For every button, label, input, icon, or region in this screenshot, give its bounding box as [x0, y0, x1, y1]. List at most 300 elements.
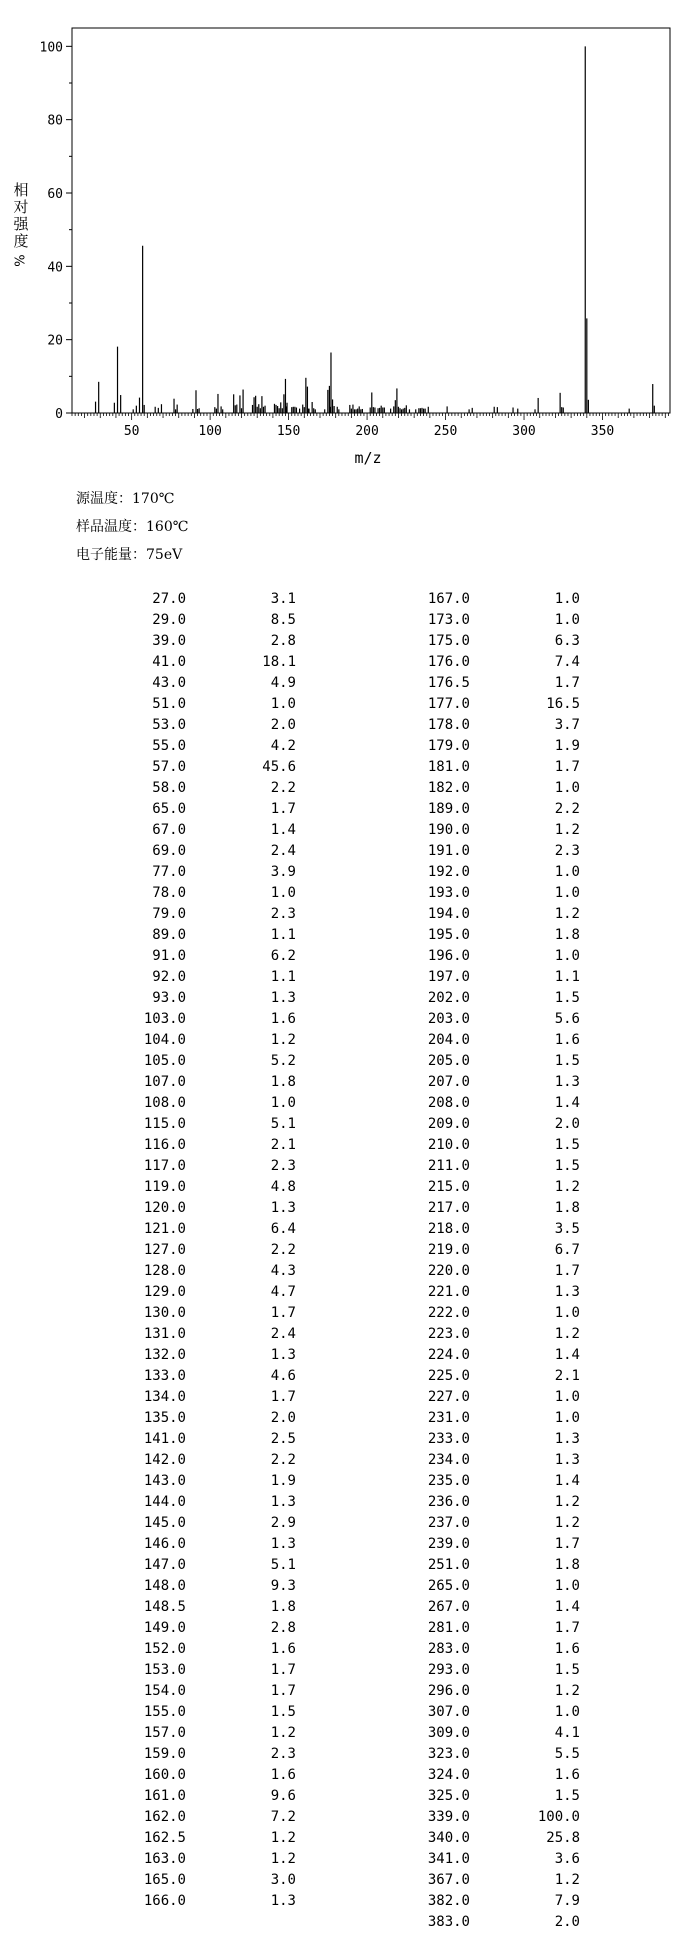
- intensity-value: 1.5: [554, 1158, 580, 1174]
- mz-value: 148.5: [143, 1599, 186, 1615]
- table-row: [360, 778, 580, 799]
- y-tick-label: 100: [39, 40, 63, 56]
- intensity-value: 2.8: [270, 633, 296, 649]
- table-row: [76, 757, 296, 778]
- intensity-value: 2.1: [554, 1368, 580, 1384]
- intensity-value: 1.0: [554, 780, 580, 796]
- mz-value: 208.0: [427, 1095, 470, 1111]
- mz-value: 161.0: [143, 1788, 186, 1804]
- table-row: [76, 1261, 296, 1282]
- intensity-value: 2.2: [270, 1452, 296, 1468]
- table-row: [76, 967, 296, 988]
- intensity-value: 1.0: [554, 864, 580, 880]
- mz-value: 152.0: [143, 1641, 186, 1657]
- table-row: [76, 1366, 296, 1387]
- table-row: [76, 715, 296, 736]
- mz-value: 341.0: [427, 1851, 470, 1867]
- intensity-value: 4.9: [270, 675, 296, 691]
- mz-value: 307.0: [427, 1704, 470, 1720]
- mz-value: 146.0: [143, 1536, 186, 1552]
- intensity-value: 1.3: [270, 1536, 296, 1552]
- mz-value: 141.0: [143, 1431, 186, 1447]
- table-row: [360, 841, 580, 862]
- table-row: [360, 1849, 580, 1870]
- table-row: [360, 820, 580, 841]
- mz-value: 130.0: [143, 1305, 186, 1321]
- table-row: [360, 1492, 580, 1513]
- table-row: [76, 1723, 296, 1744]
- table-row: [360, 1219, 580, 1240]
- mz-value: 149.0: [143, 1620, 186, 1636]
- intensity-value: 2.8: [270, 1620, 296, 1636]
- intensity-value: 3.1: [270, 591, 296, 607]
- table-row: [76, 694, 296, 715]
- intensity-value: 1.5: [554, 1053, 580, 1069]
- intensity-value: 5.2: [270, 1053, 296, 1069]
- table-row: [360, 1030, 580, 1051]
- mz-value: 27.0: [152, 591, 186, 607]
- table-row: [76, 1828, 296, 1849]
- intensity-value: 1.3: [270, 1893, 296, 1909]
- intensity-value: 3.9: [270, 864, 296, 880]
- mz-value: 227.0: [427, 1389, 470, 1405]
- intensity-value: 1.7: [270, 1389, 296, 1405]
- table-row: [360, 862, 580, 883]
- table-row: [360, 1009, 580, 1030]
- table-row: [360, 1471, 580, 1492]
- table-row: [76, 1702, 296, 1723]
- mz-value: 210.0: [427, 1137, 470, 1153]
- intensity-value: 1.7: [554, 675, 580, 691]
- table-row: [360, 1765, 580, 1786]
- table-row: [360, 1387, 580, 1408]
- intensity-value: 3.7: [554, 717, 580, 733]
- mz-value: 155.0: [143, 1704, 186, 1720]
- table-row: [360, 1807, 580, 1828]
- mz-value: 134.0: [143, 1389, 186, 1405]
- table-row: [360, 1303, 580, 1324]
- table-row: [360, 673, 580, 694]
- mz-value: 211.0: [427, 1158, 470, 1174]
- y-axis-label-char: 强: [13, 215, 29, 233]
- table-row: [360, 1702, 580, 1723]
- table-row: [76, 1639, 296, 1660]
- mz-value: 203.0: [427, 1011, 470, 1027]
- table-row: [360, 904, 580, 925]
- mz-value: 78.0: [152, 885, 186, 901]
- table-row: [360, 1597, 580, 1618]
- intensity-value: 1.0: [554, 591, 580, 607]
- table-row: [360, 1177, 580, 1198]
- mz-value: 293.0: [427, 1662, 470, 1678]
- y-tick-label: 80: [47, 113, 63, 129]
- mz-value: 69.0: [152, 843, 186, 859]
- intensity-value: 1.3: [270, 1494, 296, 1510]
- mz-value: 202.0: [427, 990, 470, 1006]
- mz-value: 39.0: [152, 633, 186, 649]
- table-row: [360, 715, 580, 736]
- intensity-value: 1.0: [554, 948, 580, 964]
- x-tick-label: 100: [198, 424, 222, 439]
- table-row: [76, 1324, 296, 1345]
- table-row: [360, 589, 580, 610]
- table-row: [76, 1471, 296, 1492]
- mz-value: 215.0: [427, 1179, 470, 1195]
- intensity-value: 1.8: [554, 1557, 580, 1573]
- intensity-value: 1.0: [554, 1578, 580, 1594]
- intensity-value: 4.3: [270, 1263, 296, 1279]
- mz-value: 89.0: [152, 927, 186, 943]
- table-row: [76, 883, 296, 904]
- table-row: [360, 1576, 580, 1597]
- mz-value: 235.0: [427, 1473, 470, 1489]
- intensity-value: 1.7: [270, 1305, 296, 1321]
- mz-value: 173.0: [427, 612, 470, 628]
- intensity-value: 1.5: [554, 990, 580, 1006]
- intensity-value: 1.2: [554, 1683, 580, 1699]
- intensity-value: 1.7: [554, 1536, 580, 1552]
- plot-frame: [72, 28, 670, 413]
- y-axis-label-char: 对: [13, 198, 29, 216]
- mz-value: 105.0: [143, 1053, 186, 1069]
- table-row: [360, 1051, 580, 1072]
- table-row: [360, 757, 580, 778]
- y-tick-label: 20: [47, 333, 63, 349]
- intensity-value: 1.2: [270, 1830, 296, 1846]
- intensity-value: 1.2: [554, 1872, 580, 1888]
- intensity-value: 1.0: [554, 1410, 580, 1426]
- mz-value: 145.0: [143, 1515, 186, 1531]
- mz-value: 382.0: [427, 1893, 470, 1909]
- table-row: [360, 1240, 580, 1261]
- intensity-value: 1.6: [554, 1641, 580, 1657]
- table-row: [360, 1261, 580, 1282]
- mz-value: 367.0: [427, 1872, 470, 1888]
- y-axis-label-char: 度: [13, 232, 29, 250]
- table-row: [76, 1009, 296, 1030]
- intensity-value: 4.7: [270, 1284, 296, 1300]
- mz-value: 51.0: [152, 696, 186, 712]
- mz-value: 162.5: [143, 1830, 186, 1846]
- table-row: [360, 1198, 580, 1219]
- mz-value: 104.0: [143, 1032, 186, 1048]
- intensity-value: 2.0: [270, 717, 296, 733]
- intensity-value: 4.1: [554, 1725, 580, 1741]
- intensity-value: 1.5: [554, 1662, 580, 1678]
- intensity-value: 1.2: [270, 1851, 296, 1867]
- mz-value: 325.0: [427, 1788, 470, 1804]
- mz-value: 120.0: [143, 1200, 186, 1216]
- intensity-value: 1.2: [270, 1725, 296, 1741]
- table-row: [76, 1135, 296, 1156]
- table-row: [76, 1114, 296, 1135]
- table-row: [360, 1828, 580, 1849]
- intensity-value: 1.3: [554, 1074, 580, 1090]
- table-row: [76, 799, 296, 820]
- intensity-value: 5.6: [554, 1011, 580, 1027]
- mz-value: 189.0: [427, 801, 470, 817]
- table-row: [76, 1744, 296, 1765]
- table-row: [76, 1345, 296, 1366]
- table-row: [76, 589, 296, 610]
- mz-value: 224.0: [427, 1347, 470, 1363]
- intensity-value: 2.3: [270, 906, 296, 922]
- intensity-value: 7.4: [554, 654, 580, 670]
- table-row: [360, 1870, 580, 1891]
- intensity-value: 1.3: [554, 1284, 580, 1300]
- intensity-value: 1.8: [270, 1599, 296, 1615]
- intensity-value: 2.0: [554, 1914, 580, 1930]
- intensity-value: 2.3: [270, 1158, 296, 1174]
- mz-value: 167.0: [427, 591, 470, 607]
- x-axis-label: m/z: [354, 449, 382, 467]
- intensity-value: 1.2: [554, 1179, 580, 1195]
- intensity-value: 2.2: [270, 780, 296, 796]
- mz-value: 143.0: [143, 1473, 186, 1489]
- table-row: [76, 925, 296, 946]
- table-row: [76, 1030, 296, 1051]
- mz-value: 383.0: [427, 1914, 470, 1930]
- table-row: [360, 1618, 580, 1639]
- table-row: [76, 631, 296, 652]
- mz-value: 309.0: [427, 1725, 470, 1741]
- y-axis-label-char: 相: [13, 181, 29, 199]
- intensity-value: 1.7: [554, 759, 580, 775]
- table-row: [76, 652, 296, 673]
- intensity-value: 1.2: [554, 1326, 580, 1342]
- mz-value: 182.0: [427, 780, 470, 796]
- table-row: [76, 1408, 296, 1429]
- mz-value: 132.0: [143, 1347, 186, 1363]
- intensity-value: 1.3: [554, 1452, 580, 1468]
- intensity-value: 1.6: [270, 1641, 296, 1657]
- x-tick-label: 200: [355, 424, 379, 439]
- intensity-value: 8.5: [270, 612, 296, 628]
- intensity-value: 5.1: [270, 1116, 296, 1132]
- mz-value: 223.0: [427, 1326, 470, 1342]
- table-row: [76, 1513, 296, 1534]
- mz-value: 107.0: [143, 1074, 186, 1090]
- spectrum-bars: [96, 46, 655, 413]
- intensity-value: 5.5: [554, 1746, 580, 1762]
- intensity-value: 1.3: [270, 1200, 296, 1216]
- intensity-value: 3.0: [270, 1872, 296, 1888]
- mz-value: 177.0: [427, 696, 470, 712]
- intensity-value: 100.0: [537, 1809, 580, 1825]
- mz-value: 92.0: [152, 969, 186, 985]
- mz-value: 191.0: [427, 843, 470, 859]
- mz-value: 108.0: [143, 1095, 186, 1111]
- table-row: [360, 1534, 580, 1555]
- mz-value: 251.0: [427, 1557, 470, 1573]
- intensity-value: 1.2: [554, 1494, 580, 1510]
- x-tick-label: 250: [433, 424, 458, 439]
- mz-value: 236.0: [427, 1494, 470, 1510]
- table-row: [360, 610, 580, 631]
- table-row: [360, 631, 580, 652]
- table-row: [76, 673, 296, 694]
- x-tick-label: 300: [512, 424, 536, 439]
- mz-value: 115.0: [143, 1116, 186, 1132]
- table-row: [76, 946, 296, 967]
- electron-energy: 电子能量：75eV: [76, 547, 183, 563]
- intensity-value: 6.2: [270, 948, 296, 964]
- mz-value: 154.0: [143, 1683, 186, 1699]
- table-row: [360, 1723, 580, 1744]
- intensity-value: 2.4: [270, 1326, 296, 1342]
- mz-value: 41.0: [152, 654, 186, 670]
- intensity-value: 1.7: [270, 1683, 296, 1699]
- intensity-value: 9.6: [270, 1788, 296, 1804]
- intensity-value: 7.2: [270, 1809, 296, 1825]
- intensity-value: 1.1: [554, 969, 580, 985]
- x-tick-label: 350: [590, 424, 615, 439]
- intensity-value: 1.8: [270, 1074, 296, 1090]
- mz-value: 218.0: [427, 1221, 470, 1237]
- table-row: [76, 1240, 296, 1261]
- mz-value: 57.0: [152, 759, 186, 775]
- table-row: [360, 1429, 580, 1450]
- intensity-value: 25.8: [546, 1830, 580, 1846]
- intensity-value: 1.8: [554, 927, 580, 943]
- mz-value: 190.0: [427, 822, 470, 838]
- intensity-value: 9.3: [270, 1578, 296, 1594]
- mz-value: 157.0: [143, 1725, 186, 1741]
- mz-value: 121.0: [143, 1221, 186, 1237]
- intensity-value: 1.4: [554, 1095, 580, 1111]
- mz-value: 217.0: [427, 1200, 470, 1216]
- intensity-value: 4.8: [270, 1179, 296, 1195]
- table-row: [360, 1135, 580, 1156]
- table-row: [360, 1345, 580, 1366]
- intensity-value: 1.7: [554, 1263, 580, 1279]
- intensity-value: 1.0: [270, 885, 296, 901]
- intensity-value: 1.4: [270, 822, 296, 838]
- y-axis-label-text: [12, 182, 30, 250]
- x-tick-label: 50: [123, 424, 140, 439]
- table-row: [76, 1870, 296, 1891]
- table-row: [360, 1660, 580, 1681]
- intensity-value: 16.5: [546, 696, 580, 712]
- table-row: [360, 1156, 580, 1177]
- table-row: [76, 1387, 296, 1408]
- mz-value: 148.0: [143, 1578, 186, 1594]
- intensity-value: 1.8: [554, 1200, 580, 1216]
- intensity-value: 1.7: [270, 801, 296, 817]
- intensity-value: 2.2: [270, 1242, 296, 1258]
- y-tick-label: 40: [47, 260, 63, 276]
- mz-value: 162.0: [143, 1809, 186, 1825]
- mz-value: 181.0: [427, 759, 470, 775]
- table-row: [76, 1807, 296, 1828]
- table-row: [76, 1618, 296, 1639]
- mz-value: 233.0: [427, 1431, 470, 1447]
- intensity-value: 1.7: [270, 1662, 296, 1678]
- table-row: [76, 1429, 296, 1450]
- table-row: [360, 967, 580, 988]
- table-row: [76, 1576, 296, 1597]
- intensity-value: 2.4: [270, 843, 296, 859]
- mz-value: 116.0: [143, 1137, 186, 1153]
- peak-table-right: [360, 589, 580, 1933]
- mz-value: 267.0: [427, 1599, 470, 1615]
- table-row: [76, 1282, 296, 1303]
- intensity-value: 4.2: [270, 738, 296, 754]
- intensity-value: 1.2: [554, 1515, 580, 1531]
- table-row: [76, 862, 296, 883]
- mz-value: 163.0: [143, 1851, 186, 1867]
- table-row: [76, 1072, 296, 1093]
- intensity-value: 1.0: [554, 1305, 580, 1321]
- mz-value: 65.0: [152, 801, 186, 817]
- table-row: [360, 925, 580, 946]
- table-row: [76, 1765, 296, 1786]
- table-row: [360, 1786, 580, 1807]
- table-row: [360, 1408, 580, 1429]
- table-row: [76, 1051, 296, 1072]
- intensity-value: 1.3: [554, 1431, 580, 1447]
- mz-value: 179.0: [427, 738, 470, 754]
- mz-value: 225.0: [427, 1368, 470, 1384]
- table-row: [360, 1114, 580, 1135]
- table-row: [360, 736, 580, 757]
- table-row: [76, 820, 296, 841]
- table-row: [360, 1912, 580, 1933]
- intensity-value: 2.9: [270, 1515, 296, 1531]
- mz-value: 131.0: [143, 1326, 186, 1342]
- mz-value: 119.0: [143, 1179, 186, 1195]
- table-row: [76, 1492, 296, 1513]
- table-row: [76, 1198, 296, 1219]
- mz-value: 29.0: [152, 612, 186, 628]
- mz-value: 144.0: [143, 1494, 186, 1510]
- table-row: [76, 904, 296, 925]
- mz-value: 176.5: [427, 675, 470, 691]
- table-row: [360, 1093, 580, 1114]
- table-row: [360, 946, 580, 967]
- intensity-value: 6.7: [554, 1242, 580, 1258]
- mz-value: 193.0: [427, 885, 470, 901]
- table-row: [360, 1639, 580, 1660]
- mz-value: 231.0: [427, 1410, 470, 1426]
- mz-value: 234.0: [427, 1452, 470, 1468]
- intensity-value: 2.3: [554, 843, 580, 859]
- table-row: [76, 610, 296, 631]
- mz-value: 93.0: [152, 990, 186, 1006]
- intensity-value: 1.5: [270, 1704, 296, 1720]
- intensity-value: 2.5: [270, 1431, 296, 1447]
- intensity-value: 1.1: [270, 969, 296, 985]
- intensity-value: 1.9: [554, 738, 580, 754]
- mz-value: 220.0: [427, 1263, 470, 1279]
- table-row: [360, 1681, 580, 1702]
- intensity-value: 1.0: [554, 885, 580, 901]
- intensity-value: 1.7: [554, 1620, 580, 1636]
- sample-temperature: 样品温度：160℃: [76, 519, 189, 535]
- mz-value: 222.0: [427, 1305, 470, 1321]
- intensity-value: 18.1: [262, 654, 296, 670]
- intensity-value: 1.0: [554, 1704, 580, 1720]
- mz-value: 142.0: [143, 1452, 186, 1468]
- table-row: [76, 1681, 296, 1702]
- table-row: [360, 1555, 580, 1576]
- intensity-value: 2.0: [554, 1116, 580, 1132]
- table-row: [360, 1072, 580, 1093]
- mz-value: 197.0: [427, 969, 470, 985]
- mz-value: 339.0: [427, 1809, 470, 1825]
- intensity-value: 1.3: [270, 990, 296, 1006]
- intensity-value: 1.5: [554, 1788, 580, 1804]
